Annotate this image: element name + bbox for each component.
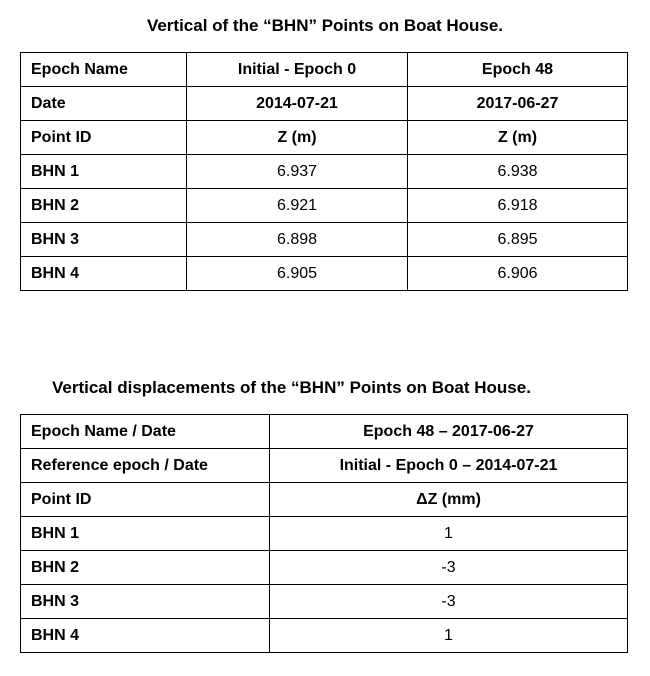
table-row	[21, 449, 628, 483]
point-id-cell: BHN 2	[21, 551, 270, 585]
point-id-cell: BHN 4	[21, 619, 270, 653]
table-row	[21, 87, 628, 121]
table-row	[21, 189, 628, 223]
value-cell: 6.905	[187, 257, 408, 291]
value-cell: 6.921	[187, 189, 408, 223]
point-id-cell: BHN 1	[21, 517, 270, 551]
header-cell: 2017-06-27	[408, 87, 628, 121]
point-id-cell: BHN 3	[21, 223, 187, 257]
header-cell: Epoch 48	[408, 53, 628, 87]
value-cell: 6.906	[408, 257, 628, 291]
value-cell: -3	[270, 585, 628, 619]
value-cell: 6.937	[187, 155, 408, 189]
vertical-table	[20, 52, 628, 291]
displacement-table	[20, 414, 628, 653]
table-row	[21, 121, 628, 155]
table-row	[21, 155, 628, 189]
header-cell: Z (m)	[187, 121, 408, 155]
value-cell: -3	[270, 551, 628, 585]
table-row	[21, 415, 628, 449]
table-row	[21, 551, 628, 585]
table-row	[21, 585, 628, 619]
table-row	[21, 517, 628, 551]
header-cell: Point ID	[21, 483, 270, 517]
value-cell: 6.898	[187, 223, 408, 257]
value-cell: 1	[270, 619, 628, 653]
point-id-cell: BHN 3	[21, 585, 270, 619]
table-row	[21, 257, 628, 291]
header-cell: ΔZ (mm)	[270, 483, 628, 517]
point-id-cell: BHN 2	[21, 189, 187, 223]
header-cell: Epoch Name	[21, 53, 187, 87]
header-cell: Epoch Name / Date	[21, 415, 270, 449]
value-cell: 6.938	[408, 155, 628, 189]
table-row	[21, 53, 628, 87]
table2-title: Vertical displacements of the “BHN” Points on Boat House.	[52, 378, 531, 397]
value-cell: 1	[270, 517, 628, 551]
table1-title: Vertical of the “BHN” Points on Boat House.	[146, 16, 504, 35]
header-cell: Date	[21, 87, 187, 121]
header-cell: Initial - Epoch 0 – 2014-07-21	[270, 449, 628, 483]
header-cell: Reference epoch / Date	[21, 449, 270, 483]
value-cell: 6.918	[408, 189, 628, 223]
point-id-cell: BHN 1	[21, 155, 187, 189]
table-row	[21, 223, 628, 257]
table-row	[21, 619, 628, 653]
table-row	[21, 483, 628, 517]
header-cell: Epoch 48 – 2017-06-27	[270, 415, 628, 449]
value-cell: 6.895	[408, 223, 628, 257]
header-cell: Initial - Epoch 0	[187, 53, 408, 87]
point-id-cell: BHN 4	[21, 257, 187, 291]
header-cell: Point ID	[21, 121, 187, 155]
header-cell: Z (m)	[408, 121, 628, 155]
header-cell: 2014-07-21	[187, 87, 408, 121]
